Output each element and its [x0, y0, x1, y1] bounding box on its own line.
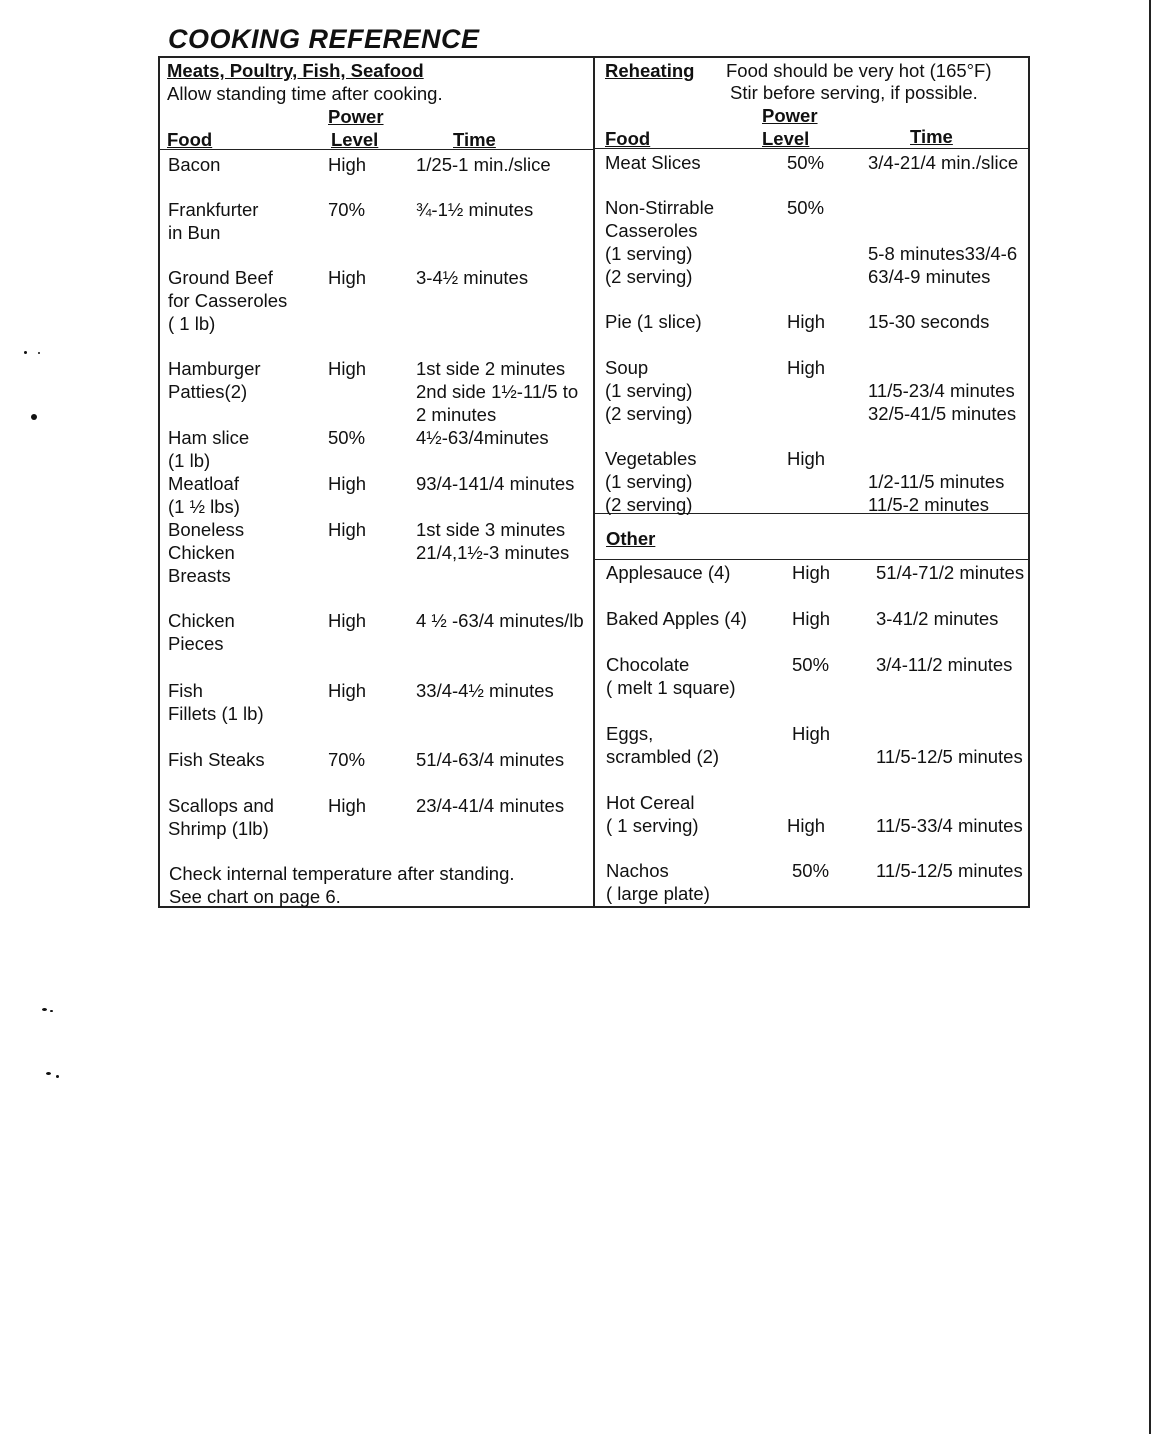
food-cell: Meatloaf: [168, 473, 239, 494]
right-col-power: Power: [762, 105, 818, 126]
power-cell: 50%: [792, 654, 830, 675]
power-cell: High: [328, 358, 367, 379]
scan-edge-line: [1149, 0, 1151, 1434]
power-cell: High: [328, 154, 367, 175]
time-cell: 3-4½ minutes: [416, 267, 529, 288]
time-cell: 1/2-11/5 minutes: [868, 471, 1005, 492]
time-cell: 23/4-41/4 minutes: [416, 795, 565, 816]
scan-speck: [50, 1010, 53, 1012]
time-cell: 4 ½ -63/4 minutes/lb: [416, 610, 584, 631]
food-cell: Hamburger: [168, 358, 261, 379]
food-cell: ( melt 1 square): [606, 677, 736, 698]
food-cell: Frankfurter: [168, 199, 259, 220]
left-heading: Meats, Poultry, Fish, Seafood: [167, 60, 424, 81]
left-col-power: Power: [328, 106, 384, 127]
power-cell: 50%: [787, 152, 825, 173]
time-cell: 11/5-23/4 minutes: [868, 380, 1015, 401]
time-cell: 11/5-12/5 minutes: [876, 860, 1023, 881]
food-cell: Fillets (1 lb): [168, 703, 264, 724]
left-col-food: Food: [167, 129, 213, 150]
food-cell: for Casseroles: [168, 290, 288, 311]
food-cell: Patties(2): [168, 381, 248, 402]
food-cell: Chicken: [168, 610, 235, 631]
food-cell: Pie (1 slice): [605, 311, 702, 332]
power-cell: 50%: [328, 427, 366, 448]
right-col-level: Level: [762, 128, 810, 149]
food-cell: Chicken: [168, 542, 235, 563]
scan-speck: [38, 352, 40, 354]
time-cell: 2 minutes: [416, 404, 497, 425]
power-cell: High: [787, 815, 826, 836]
food-cell: (2 serving): [605, 494, 693, 515]
time-cell: 1st side 3 minutes: [416, 519, 566, 540]
time-cell: 15-30 seconds: [868, 311, 990, 332]
food-cell: Nachos: [606, 860, 669, 881]
time-cell: 1st side 2 minutes: [416, 358, 566, 379]
food-cell: Hot Cereal: [606, 792, 695, 813]
power-cell: High: [787, 357, 826, 378]
power-cell: 70%: [328, 749, 366, 770]
time-cell: 32/5-41/5 minutes: [868, 403, 1017, 424]
power-cell: High: [787, 448, 826, 469]
table-border-left: [158, 56, 160, 908]
power-cell: High: [792, 562, 831, 583]
time-cell: 51/4-71/2 minutes: [876, 562, 1025, 583]
food-cell: Chocolate: [606, 654, 690, 675]
food-cell: Soup: [605, 357, 649, 378]
power-cell: 70%: [328, 199, 366, 220]
food-cell: Boneless: [168, 519, 245, 540]
food-cell: ( 1 lb): [168, 313, 216, 334]
food-cell: Shrimp (1lb): [168, 818, 269, 839]
food-cell: Casseroles: [605, 220, 698, 241]
time-cell: 63/4-9 minutes: [868, 266, 991, 287]
food-cell: scrambled (2): [606, 746, 720, 767]
other-heading: Other: [606, 528, 656, 549]
power-cell: High: [328, 680, 367, 701]
food-cell: Scallops and: [168, 795, 274, 816]
power-cell: High: [328, 473, 367, 494]
food-cell: Ham slice: [168, 427, 250, 448]
time-cell: 4½-63/4minutes: [416, 427, 549, 448]
food-cell: (1 ½ lbs): [168, 496, 240, 517]
food-cell: Fish Steaks: [168, 749, 265, 770]
time-cell: 11/5-12/5 minutes: [876, 746, 1023, 767]
food-cell: ( 1 serving): [606, 815, 699, 836]
time-cell: 1/25-1 min./slice: [416, 154, 551, 175]
time-cell: ¾-1½ minutes: [416, 199, 534, 220]
other-bottom-rule: [594, 559, 1030, 560]
table-border-right: [1028, 56, 1030, 908]
left-footer-line-1: Check internal temperature after standing.: [169, 863, 515, 884]
time-cell: 2nd side 1½-11/5 to: [416, 381, 579, 402]
time-cell: 11/5-2 minutes: [868, 494, 989, 515]
power-cell: High: [328, 610, 367, 631]
food-cell: ( large plate): [606, 883, 710, 904]
right-header-rule: [594, 148, 1030, 149]
time-cell: 3/4-11/2 minutes: [876, 654, 1013, 675]
scan-speck: [46, 1072, 51, 1075]
power-cell: High: [792, 723, 831, 744]
scan-speck: [56, 1075, 59, 1078]
left-col-time: Time: [453, 129, 496, 150]
left-col-level: Level: [331, 129, 379, 150]
left-note: Allow standing time after cooking.: [167, 83, 443, 104]
scan-speck: [42, 1008, 47, 1011]
time-cell: 51/4-63/4 minutes: [416, 749, 565, 770]
right-note-1: Food should be very hot (165°F): [726, 60, 992, 81]
food-cell: Eggs,: [606, 723, 654, 744]
food-cell: Ground Beef: [168, 267, 273, 288]
food-cell: (1 lb): [168, 450, 211, 471]
time-cell: 3/4-21/4 min./slice: [868, 152, 1019, 173]
right-heading: Reheating: [605, 60, 695, 81]
time-cell: 93/4-141/4 minutes: [416, 473, 575, 494]
power-cell: 50%: [787, 197, 825, 218]
food-cell: (2 serving): [605, 266, 693, 287]
food-cell: Pieces: [168, 633, 224, 654]
power-cell: 50%: [792, 860, 830, 881]
food-cell: (2 serving): [605, 403, 693, 424]
food-cell: (1 serving): [605, 243, 693, 264]
right-col-time: Time: [910, 126, 953, 147]
scan-speck: [24, 351, 27, 354]
food-cell: (1 serving): [605, 380, 693, 401]
food-cell: Applesauce (4): [606, 562, 731, 583]
food-cell: Bacon: [168, 154, 221, 175]
food-cell: Baked Apples (4): [606, 608, 747, 629]
scan-speck: [31, 414, 37, 420]
power-cell: High: [328, 267, 367, 288]
left-footer-line-2: See chart on page 6.: [169, 886, 341, 907]
right-col-food: Food: [605, 128, 651, 149]
time-cell: 3-41/2 minutes: [876, 608, 999, 629]
power-cell: High: [328, 795, 367, 816]
time-cell: 21/4,1½-3 minutes: [416, 542, 570, 563]
time-cell: 5-8 minutes33/4-6: [868, 243, 1018, 264]
food-cell: Vegetables: [605, 448, 697, 469]
table-divider-middle: [593, 56, 595, 908]
food-cell: Meat Slices: [605, 152, 701, 173]
right-note-2: Stir before serving, if possible.: [730, 82, 978, 103]
food-cell: Fish: [168, 680, 203, 701]
time-cell: 11/5-33/4 minutes: [876, 815, 1023, 836]
page-title: COOKING REFERENCE: [168, 24, 480, 54]
power-cell: High: [328, 519, 367, 540]
food-cell: in Bun: [168, 222, 221, 243]
power-cell: High: [792, 608, 831, 629]
power-cell: High: [787, 311, 826, 332]
food-cell: Breasts: [168, 565, 231, 586]
food-cell: Non-Stirrable: [605, 197, 714, 218]
food-cell: (1 serving): [605, 471, 693, 492]
time-cell: 33/4-4½ minutes: [416, 680, 554, 701]
